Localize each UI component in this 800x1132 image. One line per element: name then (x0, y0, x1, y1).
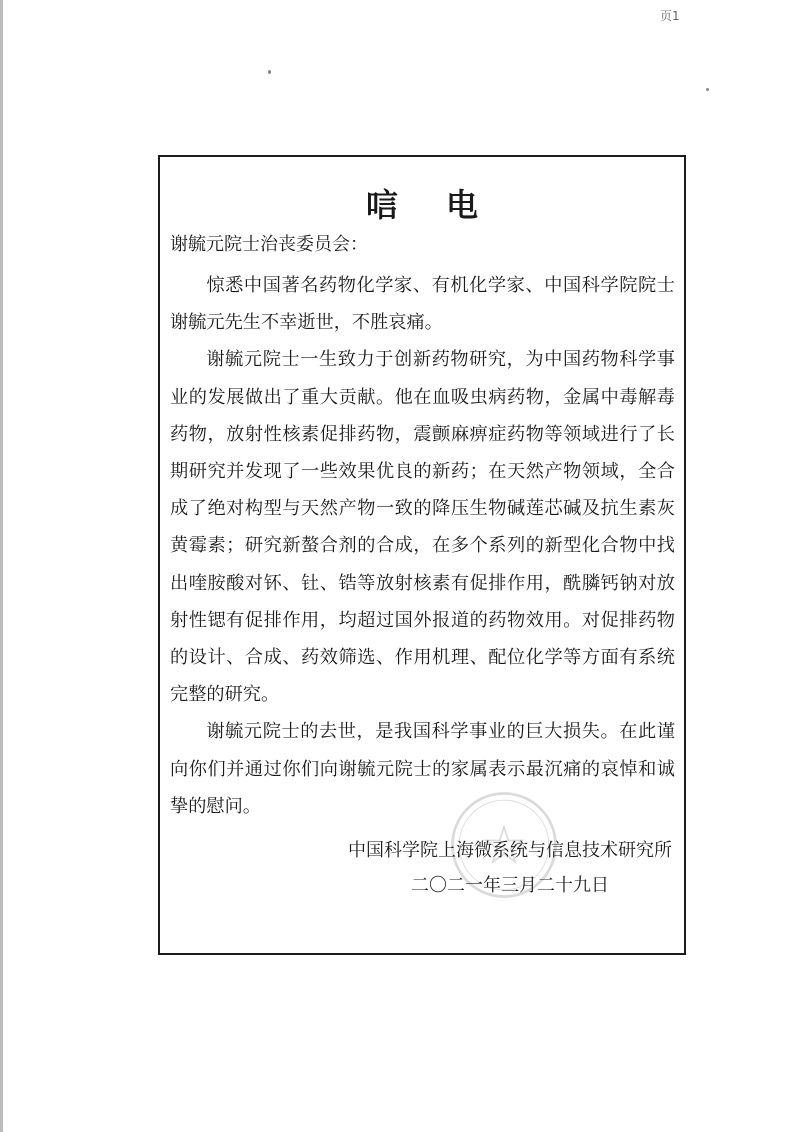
scan-left-edge (0, 0, 3, 1132)
body-paragraph: 谢毓元院士一生致力于创新药物研究，为中国药物科学事业的发展做出了重大贡献。他在血吸虫病药物，金属中毒解毒药物，放射性核素促排药物，震颤麻痹症药物等领域进行了长期研究并发现了一些效果优良的新药；在天然产物领域，全合成了绝对构型与天然产物一致的降压生物碱莲芯碱及抗生素灰黄霉素；研究新螯合剂的合成，在多个系列的新型化合物中找出喹胺酸对钚、钍、锆等放射核素有促排作用，酰膦钙钠对放射性锶有促排作用，均超过国外报道的药物效用。对促排药物的设计、合成、药效筛选、作用机理、配位化学等方面有系统完整的研究。 (170, 349, 675, 706)
scan-speck (706, 88, 709, 91)
page-number: 页1 (660, 9, 680, 23)
document-title: 唁电 (365, 186, 526, 224)
letter-body (170, 267, 675, 825)
body-paragraph: 谢毓元院士的去世，是我国科学事业的巨大损失。在此谨向你们并通过你们向谢毓元院士的家属表示最沉痛的哀悼和诚挚的慰问。 (170, 721, 675, 817)
salutation: 谢毓元院士治丧委员会： (170, 234, 368, 255)
signature-date: 二〇二一年三月二十九日 (411, 875, 609, 896)
signature-organization: 中国科学院上海微系统与信息技术研究所 (348, 840, 672, 861)
body-paragraph: 惊悉中国著名药物化学家、有机化学家、中国科学院院士谢毓元先生不幸逝世，不胜哀痛。 (170, 275, 675, 334)
condolence-telegram-box (158, 155, 686, 955)
scan-speck (268, 70, 271, 74)
